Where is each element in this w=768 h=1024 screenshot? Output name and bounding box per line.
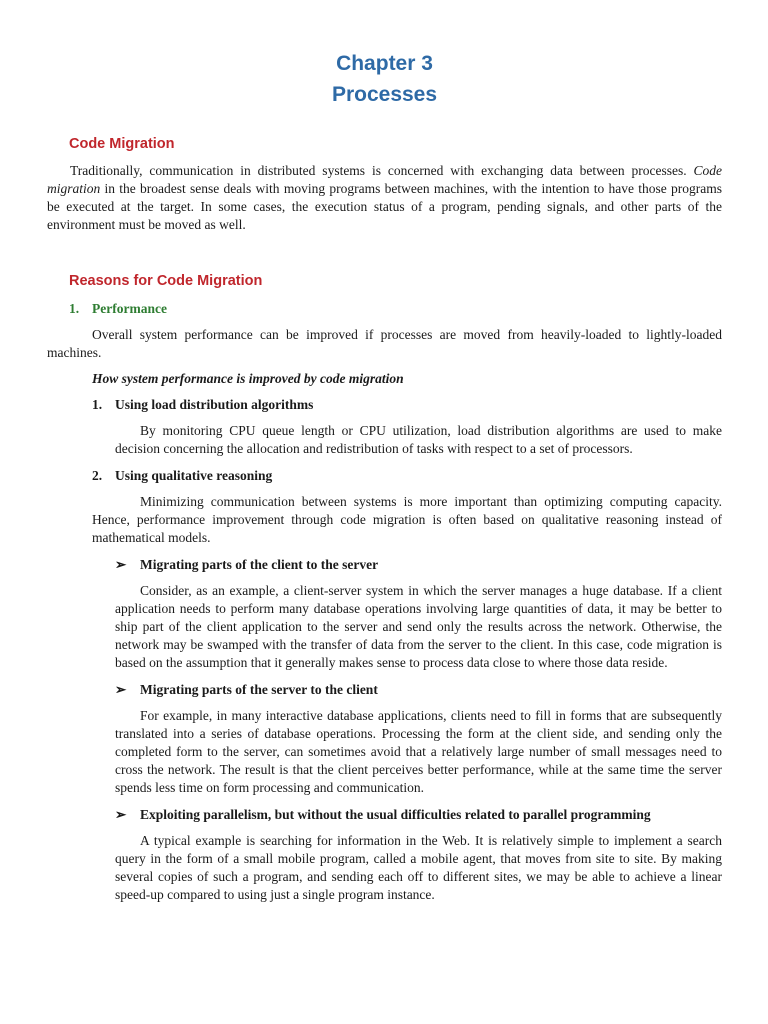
code-migration-para-start: Traditionally, communication in distributed systems is concerned with exchanging data between processes. [70, 163, 687, 178]
parallelism-paragraph: A typical example is searching for information in the Web. It is relatively simple to implement a search query in the form of a small mobile program, called a mobile agent, that moves from site to site. By making several copies of such a program, and sending each off to different sites, we may be able to achieve a linear speed-up compared to using just a single program instance. [115, 833, 722, 902]
chapter-number: Chapter 3 [336, 52, 433, 75]
server-to-client-paragraph: For example, in many interactive database applications, clients need to fill in forms that are subsequently translated into a series of database operations. Processing the form at the client side, and sending only the completed form to the server, can sometimes avoid that a relatively large number of small messages need to cross the network. The result is that the client perceives better performance, while at the same time the server spends less time on form processing and communication. [115, 708, 722, 795]
code-migration-heading: Code Migration [69, 136, 175, 152]
load-distribution-heading [92, 396, 722, 414]
qualitative-reasoning-heading [92, 467, 722, 485]
performance-paragraph: Overall system performance can be improved if processes are moved from heavily-loaded to lightly-loaded machines. [47, 327, 722, 360]
load-distribution-paragraph: By monitoring CPU queue length or CPU utilization, load distribution algorithms are used to make decision concerning the allocation and redistribution of tasks with respect to a set of processors. [115, 423, 722, 456]
client-to-server-paragraph: Consider, as an example, a client-server system in which the server manages a huge database. If a client application needs to perform many database operations involving large quantities of data, it may be better to ship part of the client application to the server and send only the results across the network. Otherwise, the network may be swamped with the transfer of data from the server to the client. In this case, code migration is based on the assumption that it generally makes sense to process data close to where those data reside. [115, 583, 722, 670]
parallelism-label: Exploiting parallelism, but without the usual difficulties related to parallel programming [140, 807, 651, 822]
arrow-bullet-icon: ➢ [115, 682, 127, 697]
item2-number: 2. [92, 468, 103, 483]
reasons-heading: Reasons for Code Migration [69, 273, 263, 289]
code-migration-paragraph [47, 162, 722, 234]
document-page [47, 48, 722, 904]
performance-label: Performance [92, 301, 167, 316]
chapter-title: Processes [331, 83, 438, 106]
item1-label: Using load distribution algorithms [115, 397, 314, 412]
server-to-client-label: Migrating parts of the server to the client [140, 682, 378, 697]
client-to-server-label: Migrating parts of the client to the server [140, 557, 379, 572]
code-migration-para-end: in the broadest sense deals with moving programs between machines, with the intention to have those programs be executed at the target. In some cases, the execution status of a program, pending signals, and other parts of the environment must be moved as well. [47, 181, 722, 232]
item1-number: 1. [92, 397, 103, 412]
performance-number: 1. [69, 301, 80, 316]
qualitative-reasoning-paragraph: Minimizing communication between systems is more important than optimizing computing capacity. Hence, performance improvement through code migration is often based on qualitative reasoning instead of mathematical models. [92, 494, 722, 545]
parallelism-heading [115, 806, 722, 824]
item2-label: Using qualitative reasoning [115, 468, 273, 483]
client-to-server-heading [115, 556, 722, 574]
arrow-bullet-icon: ➢ [115, 557, 127, 572]
how-improved-heading: How system performance is improved by code migration [92, 371, 404, 386]
performance-heading [69, 300, 722, 318]
server-to-client-heading [115, 681, 722, 699]
code-migration-term: Code migration [47, 163, 723, 196]
arrow-bullet-icon: ➢ [115, 807, 127, 822]
